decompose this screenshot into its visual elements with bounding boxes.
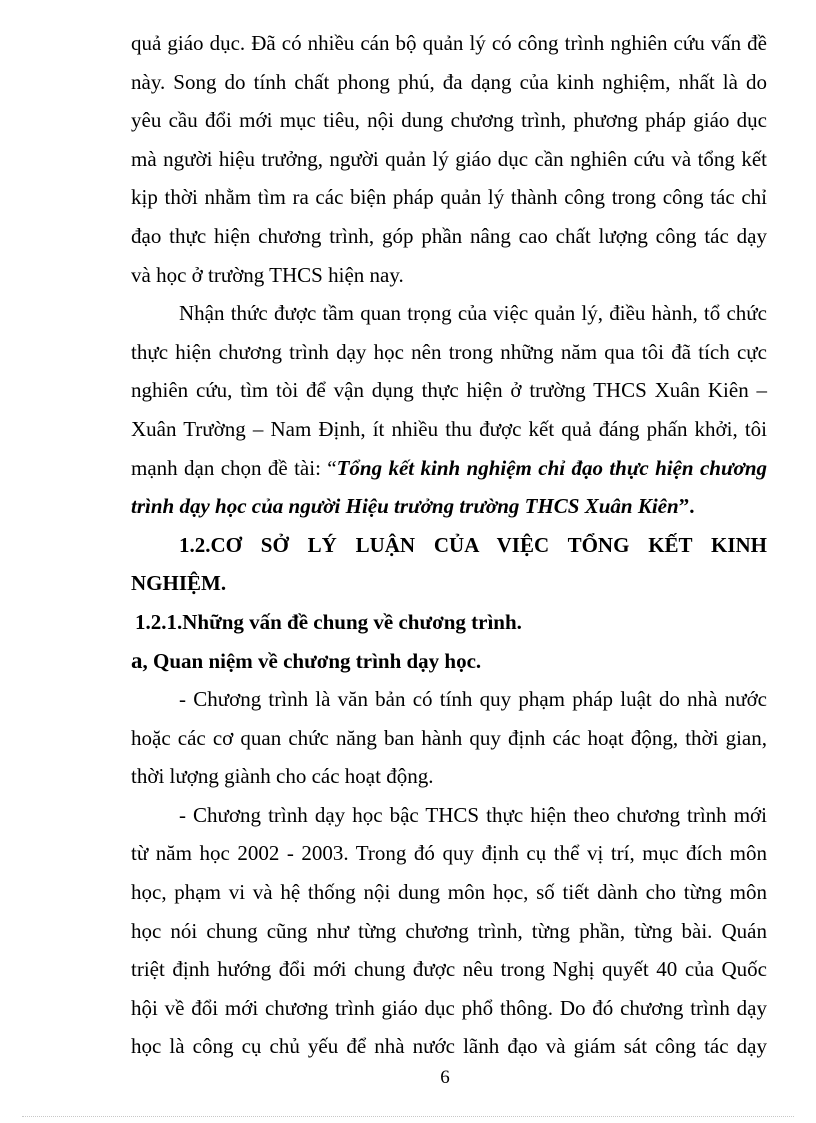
p2-line: Nhận thức được tầm quan trọng của việc quản lý, điều hành, tổ chức [179,301,767,326]
p4-line: triệt định hướng đổi mới chung được nêu trong Nghị quyết 40 của Quốc [131,957,767,982]
topic-title-suffix: ”. [678,494,695,519]
topic-title-part1: Tổng kết kinh nghiệm chỉ đạo thực hiện chương [336,455,768,480]
p2-line: Xuân Trường – Nam Định, ít nhiều thu được kết quả đáng phấn khởi, tôi [131,416,767,441]
p4-line: học là công cụ chủ yếu để nhà nước lãnh đạo và giám sát công tác dạy [131,1034,767,1059]
heading-a-marker: a [131,647,143,673]
p1-line: này. Song do tính chất phong phú, đa dạng của kinh nghiệm, nhất là do [131,69,767,94]
page-number: 6 [440,1067,450,1088]
p3-line: - Chương trình là văn bản có tính quy phạm pháp luật do nhà nước [179,687,767,712]
heading-1-2-line2: NGHIỆM. [131,571,227,596]
p4-line: học, phạm vi và hệ thống nội dung môn học, số tiết dành cho từng môn [131,880,767,905]
heading-1-2-line1: 1.2.CƠ SỞ LÝ LUẬN CỦA VIỆC TỔNG KẾT KINH [179,532,767,557]
p1-line: yêu cầu đổi mới mục tiêu, nội dung chương trình, phương pháp giáo dục [131,108,767,133]
p1-line: kịp thời nhằm tìm ra các biện pháp quản lý thành công trong công tác chỉ [131,185,767,210]
heading-1-2-1: 1.2.1.Những vấn đề chung về chương trình. [135,609,522,634]
p1-line: và học ở trường THCS hiện nay. [131,262,404,287]
p2-line: nghiên cứu, tìm tòi để vận dụng thực hiện ở trường THCS Xuân Kiên – [131,378,767,403]
p4-line: hội về đổi mới chương trình giáo dục phổ thông. Do đó chương trình dạy [131,995,767,1020]
p2-line [131,449,767,488]
p3-line: hoặc các cơ quan chức năng ban hành quy định các hoạt động, thời gian, [131,725,767,750]
p1-line: quả giáo dục. Đã có nhiều cán bộ quản lý có công trình nghiên cứu vấn đề [131,31,767,55]
p3-line: thời lượng giành cho các hoạt động. [131,764,434,789]
p1-line: đạo thực hiện chương trình, góp phần nâng cao chất lượng công tác dạy [131,223,767,248]
p2-prefix: mạnh dạn chọn đề tài: “ [131,455,337,480]
page-bottom-divider [22,1116,794,1117]
p4-line: từ năm học 2002 - 2003. Trong đó quy định cụ thể vị trí, mục đích môn [131,841,767,866]
heading-a-text: , Quan niệm về chương trình dạy học. [142,648,482,673]
p1-line: mà người hiệu trưởng, người quản lý giáo dục cần nghiên cứu và tổng kết [131,146,767,171]
p4-line: học nói chung cũng như từng chương trình, từng phần, từng bài. Quán [131,918,767,943]
p4-line: - Chương trình dạy học bậc THCS thực hiện theo chương trình mới [179,802,767,827]
p2-line: thực hiện chương trình dạy học nên trong những năm qua tôi đã tích cực [131,339,767,364]
heading-a [131,642,767,681]
topic-title-part2: trình dạy học của người Hiệu trưởng trường THCS Xuân Kiên [131,494,679,519]
body-text [131,24,767,1066]
p2-line [131,487,767,526]
